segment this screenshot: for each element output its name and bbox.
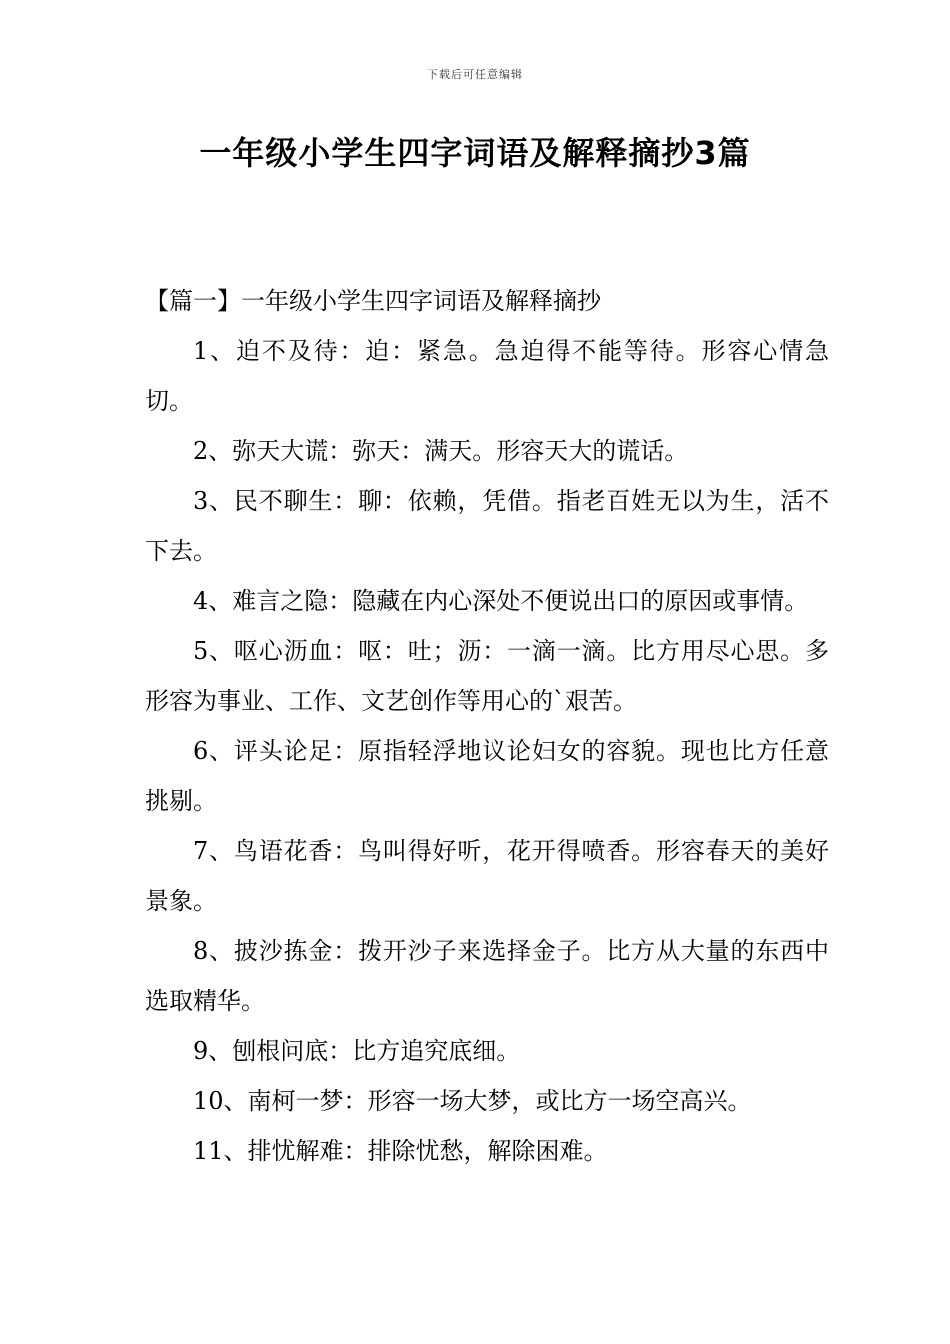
entry-paragraph: 7、鸟语花香：鸟叫得好听，花开得喷香。形容春天的美好景象。 — [145, 837, 829, 915]
entry-paragraph: 4、难言之隐：隐藏在内心深处不便说出口的原因或事情。 — [193, 587, 809, 615]
entry-paragraph: 5、呕心沥血：呕：吐；沥：一滴一滴。比方用尽心思。多形容为事业、工作、文艺创作等用心的`艰苦。 — [145, 637, 829, 715]
entry-paragraph: 9、刨根问底：比方追究底细。 — [193, 1037, 521, 1065]
header-note: 下载后可任意编辑 — [427, 68, 523, 81]
section-heading: 【篇一】一年级小学生四字词语及解释摘抄 — [145, 287, 601, 315]
entry-paragraph: 10、南柯一梦：形容一场大梦，或比方一场空高兴。 — [193, 1087, 752, 1115]
document-body — [145, 276, 829, 1176]
entry-paragraph: 2、弥天大谎：弥天：满天。形容天大的谎话。 — [193, 437, 689, 465]
entry-paragraph: 6、评头论足：原指轻浮地议论妇女的容貌。现也比方任意挑剔。 — [145, 737, 829, 815]
entry-paragraph: 8、披沙拣金：拨开沙子来选择金子。比方从大量的东西中选取精华。 — [145, 937, 829, 1015]
entry-paragraph: 3、民不聊生：聊：依赖，凭借。指老百姓无以为生，活不下去。 — [145, 487, 829, 565]
entry-paragraph: 11、排忧解难：排除忧愁，解除困难。 — [193, 1137, 608, 1165]
page-title: 一年级小学生四字词语及解释摘抄3篇 — [199, 134, 751, 172]
entry-paragraph: 1、迫不及待：迫：紧急。急迫得不能等待。形容心情急切。 — [145, 337, 829, 415]
